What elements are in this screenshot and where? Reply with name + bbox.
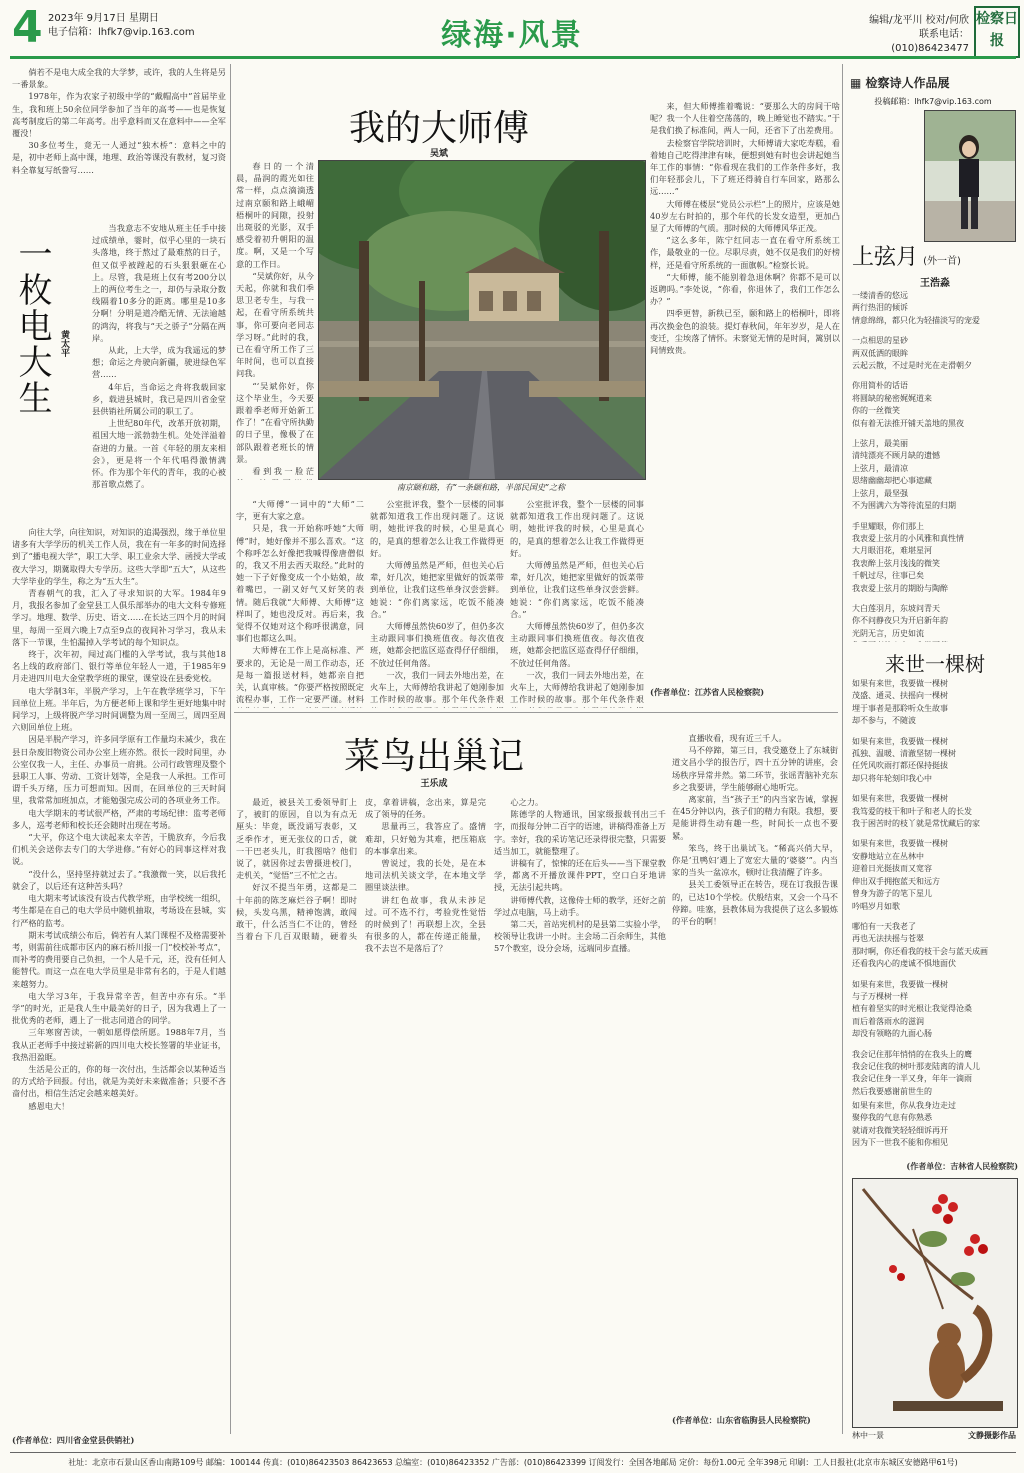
poem1-subtitle: (外一首) bbox=[923, 256, 961, 267]
poem1-title: 上弦月 bbox=[852, 245, 919, 270]
photo-caption-right: 文静摄影作品 bbox=[968, 1430, 1016, 1440]
poem-line: 我会记住身一半又身，年年一滴雨 bbox=[852, 1074, 972, 1084]
article1-title: 一枚电大生 bbox=[12, 236, 52, 416]
stanza-gap bbox=[852, 728, 1018, 736]
poem-line: 你不问静夜只为开启新年韵 bbox=[852, 616, 948, 626]
poem-line: 如果有来世，我要做一棵树 bbox=[852, 794, 948, 804]
article1-unit: (作者单位：四川省金堂县供销社) bbox=[12, 1435, 135, 1445]
poem-line: 似有着无法推开铺天盖地的黑夜 bbox=[852, 418, 964, 428]
paragraph: 思量再三，我答应了。盛情难却，只好勉为其难，把压箱底的本事拿出来。 bbox=[365, 821, 486, 856]
article2-col4 bbox=[650, 100, 840, 682]
paragraph: 生活是公正的，你的每一次付出，生活都会以某种适当的方式给予回报。付出，就是为美好未来做准备；只要不吝啬付出，相信生活定会越来越美好。 bbox=[12, 1063, 226, 1099]
paragraph: 离家前，当“孩子王”的内当家告诫，掌握在45分钟以内，孩子们的精力有限。我想，要是能讲得生动有趣一些，时间长一点也不要紧。 bbox=[672, 794, 838, 841]
stanza-gap bbox=[852, 830, 1018, 838]
paragraph: 大师傅虽然是严师，但也关心后辈，好几次，她把家里做好的饭菜带到单位，让我们这些单身汉尝尝鲜。她说：“你们离家远，吃饭不能凑合。” bbox=[370, 560, 504, 619]
stanza-gap bbox=[852, 595, 1018, 603]
paragraph: 终于，次年初，闯过高门槛的入学考试，我与其他18名上线的政府部门、银行等单位年轻人一道，于1985年9月走进四川电大金堂教学班的课堂，课堂设在县委党校。 bbox=[12, 649, 226, 684]
paragraph: 因是半脱产学习，许多同学原有工作量均未减少，我在县日杂废旧物资公司办公室上班亦然。很长一段时间里，办公室仅我一人，主任、办事员一肩挑。公司行政管理及整个县职工人事、劳动、工资计划等，全是我一人承担。工作可谓千头万绪，压力可想而知。因而，在回单位的三天时间里，我常常加班加点，才能勉强完成公司的各项业务工作。 bbox=[12, 734, 226, 806]
poem-line: 我衷爱上弦月的期盼与陶醉 bbox=[852, 583, 948, 593]
divider-middle bbox=[234, 712, 838, 713]
paragraph: “没什么，坚持坚持就过去了。”我激微一笑，以后我托就会了，以后还有这种苦头吗？ bbox=[12, 868, 226, 891]
poem-line: 我衷醉上弦月浅浅的微笑 bbox=[852, 558, 940, 568]
poem-line: 伸出双手拥抱蓝天和远方 bbox=[852, 876, 940, 886]
street-photo-caption: 南京颐和路，有“一条颐和路，半部民国史”之称 bbox=[396, 483, 566, 492]
paragraph: 讲稿有了，惊悚的还在后头——当下课堂教学，都离不开播放课件PPT，空口白牙地讲授，无法引起共鸣。 bbox=[494, 858, 666, 893]
paragraph: 三年寒窗苦读，一朝如愿得偿所愿。1988年7月，当我从正老师手中接过崭新的四川电大校长签署的毕业证书，我热泪盈眶。 bbox=[12, 1027, 226, 1062]
poem-line: 上弦月，最坚强 bbox=[852, 488, 908, 498]
poem-line: 云起云散，不过是时光在走滑朝夕 bbox=[852, 361, 972, 371]
paragraph: 青春朝气的我，汇入了寻求知识的大军。1984年9月，我报名参加了金堂县工人俱乐部举办的电大文科专修班学习。地理、数学、历史、语文……在长达三四个月的时间里，每周一至周六晚上7点至9点的夜间补习学习，我从未落下一节课，生怕漏掉入学考试的每个知识点。 bbox=[12, 588, 226, 647]
poem-line: 安静地站立在丛林中 bbox=[852, 851, 924, 861]
article2-col1 bbox=[236, 498, 364, 708]
poem1-author: 王浩淼 bbox=[920, 278, 950, 289]
article3-unit: (作者单位：山东省临朐县人民检察院) bbox=[672, 1415, 811, 1425]
poem-line: 千帆过尽，往事已矣 bbox=[852, 571, 924, 581]
article1-side-text bbox=[92, 222, 226, 522]
article2-title: 我的大师傅 bbox=[348, 108, 529, 149]
poem-line: 手里耀眼，你们那上 bbox=[852, 521, 924, 531]
paragraph: 电大学期末的考试很严格，严肃的考场纪律：监考老师多人，巡考老师和校长还会随时出现在考场。 bbox=[12, 807, 226, 830]
paragraph: 马不停蹄，第三日，我受邀登上了东城街道文昌小学的报告厅，四十五分钟的讲座，会场秩序异常井然。第二环节，张谣青脑补充东乡之我要讲，学生能够耐心地听完。 bbox=[672, 745, 838, 792]
paragraph: 讲师傅代教，这像侍士师的教学，还好之前学过点电脑，马上动手。 bbox=[494, 894, 666, 917]
paragraph: 直播收看，现有近三千人。 bbox=[688, 733, 787, 743]
paragraph: 倘若不是电大成全我的大学梦，或许，我的人生将是另一番景象。 bbox=[12, 67, 226, 90]
poem-line: 却没有领略的九面心肠 bbox=[852, 1029, 932, 1039]
paragraph: 30多位考生，竟无一人通过“独木桥”：意料之中的是，初中老师上高中课，地理、政治等课没有教材，复习资料全靠复写纸誊写…… bbox=[12, 140, 226, 175]
poem-line: 我于困苦时的枝丫就是常忧藏后的家 bbox=[852, 819, 980, 829]
header-rule bbox=[10, 56, 1016, 59]
poem-line: 一点相思的星砂 bbox=[852, 336, 908, 346]
poem-line: 而后着落雨水的滋润 bbox=[852, 1016, 924, 1026]
poem-line: 那时啊，你还看我的枝干会与蓝天成画 bbox=[852, 946, 988, 956]
article3-col1 bbox=[236, 796, 486, 1436]
poem-line: 我会记住那年悄悄的在我头上的鹰 bbox=[852, 1049, 972, 1059]
paragraph: 大师傅虽然快60岁了，但仍多次主动跟同事们换班值夜。每次值夜班，她都会把监区巡查得仔仔细细，不放过任何角落。 bbox=[510, 621, 644, 668]
poem-line: 一缕清香的悠远 bbox=[852, 291, 908, 300]
column-header bbox=[850, 74, 1016, 91]
newspaper-logo: 检察日报 bbox=[974, 6, 1020, 58]
poem-line: 如果有来世，我要做一棵树 bbox=[852, 679, 948, 688]
article2-author: 吴斌 bbox=[429, 149, 448, 159]
poem-line: 我衷爱上弦月的小风雅和真性情 bbox=[852, 533, 964, 543]
section-title: 绿海·风景 bbox=[441, 18, 583, 53]
paragraph: 只是，我一开始称呼她“大师傅”时，她好像并不那么喜欢。“这个称呼怎么好像把我喊得像唐僧似的，我又不用去西天取经。”此时的她一下子好像变成一个小姑娘，故着嘴巴，一副又好气又好笑的表情。随后我就“大师傅、大师傅”这样叫了，她也没反对。再后来，我觉得不仅她对这个称呼很满意，同事们也都这么叫。 bbox=[236, 523, 364, 644]
poem-line: 将圆缺的秘密娓娓道来 bbox=[852, 393, 932, 403]
poem-line bbox=[852, 640, 1018, 642]
poem-line: 如果有来世，我要做一棵树 bbox=[852, 839, 948, 849]
poem-line: 曾身为游子的笔下星儿 bbox=[852, 889, 932, 899]
paragraph: 县关工委领导正在转告，现在订我报告课的，已达10个学校。伏般结束，又会一个马不停蹄。哇塞，县教体局为我提供了这么多锻炼的平台的啊！ bbox=[672, 879, 838, 927]
paragraph: “大师傅”一词中的“大师”二字，更有大家之意。 bbox=[236, 499, 364, 522]
poem-line: 就请对我微笑轻轻细诉再开 bbox=[852, 1125, 948, 1135]
editors: 编辑/龙平川 校对/何欣 bbox=[869, 15, 969, 26]
stanza-gap bbox=[852, 785, 1018, 793]
photo-caption-left: 林中一景 bbox=[852, 1431, 884, 1440]
paragraph: 大师傅在工作上是高标准、严要求的，无论是一周工作动态，还是每一篇报送材料，她都亲自把关，认真审核。“你要严格按照既定流程办事，工作一定要严谨。材料 bbox=[236, 645, 364, 705]
poem-line: 上弦月，最美丽 bbox=[852, 439, 908, 449]
paragraph: 电大期末考试该没有设古代教学班，由学校统一组织，考生都是在自己的电大学员中随机抽取，考场设在县城，实行严格的监考。 bbox=[12, 893, 226, 928]
article2-col2 bbox=[370, 498, 504, 708]
poem-line: 不为围满六为等待流星的归期 bbox=[852, 501, 956, 511]
paragraph: 大师傅虽然快60岁了，但仍多次主动跟同事们换班值夜。每次值夜班，她都会把监区巡查得仔仔细细，不放过任何角落。 bbox=[370, 621, 504, 668]
page-number: 4 bbox=[12, 2, 43, 53]
paragraph: “吴斌你好，从今天起，你就和我们季思卫老专生，与我一起，在看守所系统共事，你可要向老同志学习呀。”此时的我，已在看守所工作了三年时间，也可以直接问我。 bbox=[236, 270, 314, 379]
paragraph: 电大学制3年，半脱产学习，上午在教学班学习，下午回单位上班。半年后，为方便老师上课和学生更好地集中时间学习，上级将脱产学习时间调整为周一至周三，周四至周六则回单位上班。 bbox=[12, 685, 226, 733]
paragraph: 曾说过，我的长处，是在本地司法机关谈文学，在本地文学圈里谈法律。 bbox=[365, 858, 486, 893]
poem-line: 然后我要感谢前世生的 bbox=[852, 1086, 932, 1096]
paragraph: “大师傅，能不能别着急退休啊？你都不是可以返聘吗。”李处说，“你看，你退休了，我们工作怎么办？” bbox=[650, 271, 840, 307]
stanza-gap bbox=[852, 971, 1018, 979]
poem-line: 植有着坚实的时光根让我觉得沧桑 bbox=[852, 1004, 972, 1014]
article3-author: 王乐成 bbox=[420, 779, 448, 789]
poem-line: 迎着日光挺拔而又宽容 bbox=[852, 864, 932, 874]
paragraph: 公室批评我，整个一层楼的同事就都知道我工作出现问题了。这说明，她批评我的时候，心里是真心的，是真的想着怎么让我工作做得更好。 bbox=[370, 499, 504, 558]
poem-line: 如果有来世，我要做一棵树 bbox=[852, 979, 948, 989]
paragraph: 感恩电大！ bbox=[28, 1100, 70, 1111]
article1-intro bbox=[12, 66, 226, 218]
poem1-body bbox=[852, 290, 1018, 642]
paragraph: 一次，我们一同去外地出差，在火车上，大师傅给我讲起了她刚参加工作时候的故事。那个年代条件艰 bbox=[510, 669, 644, 705]
article3-title: 菜鸟出巢记 bbox=[343, 736, 524, 777]
article3-col3 bbox=[672, 732, 838, 1408]
paragraph: 4年后，当命运之舟将我载回家乡，载进县城时，我已是四川省金堂县供销社所属公司的职工了。 bbox=[92, 381, 226, 417]
poem-line: 大月眼泪花，难堪星河 bbox=[852, 546, 932, 556]
paragraph: 四季更替，新秩已至，颐和路上的梧桐叶，即将再次换金色的浪装。提灯春秋间，年年岁岁，是人在变迁，尘埃落了情怀。未察觉无情的是时间，篱别以间情致贵。 bbox=[650, 308, 840, 356]
article1-body bbox=[12, 526, 226, 1432]
issue-email: 电子信箱：lhfk7@vip.163.com bbox=[48, 27, 195, 38]
poem-line: 情意绵绵，都只化为轻描淡写的宠爱 bbox=[852, 315, 980, 325]
paragraph: 来，但大师傅推着嘴说：“要那么大的房间干啥呢？我一个人住着空荡荡的，晚上睡觉也不踏实。”于是我们换了标准间，两人一间，还省下了出差费用。 bbox=[650, 101, 840, 136]
poem-line: 如果有来世，我要做一棵树 bbox=[852, 736, 948, 746]
issue-date: 2023年 9月17日 星期日 bbox=[48, 13, 159, 24]
squirrel-berries-image bbox=[853, 1179, 1017, 1427]
paragraph: 大师傅在楼层“党员公示栏”上的照片，应该是她40岁左右时拍的，那个年代的长发女造型，更加凸显了大师傅的气质。那时候的大师傅风华正茂。 bbox=[650, 198, 840, 234]
poem-line: 上弦月，最清凉 bbox=[852, 463, 908, 473]
stanza-gap bbox=[852, 1041, 1018, 1049]
poem-line: 吟唱岁月如歌 bbox=[852, 901, 900, 911]
poem-line: 与子万棵树一样 bbox=[852, 991, 908, 1001]
issue-meta bbox=[48, 12, 195, 40]
paragraph: 向往大学，向往知识，对知识的追渴强烈，缘于单位里诸多有大学学历的机关工作人员，我在有一年多的时间选择到了“播电视大学”，职工大学、职工业余大学、函授大学或夜大学习，期冀取得大专学历。这些大学即“五大”，从这些大学毕业的学生，称之为“五大生”。 bbox=[12, 527, 226, 586]
paragraph: 好汉不提当年勇，这都是二十年前的陈芝麻烂谷子啊！即时候，头发乌黑，精神饱满，敢闯敢干，什么活当仁不让的，曾经当着台下几百双眼睛，硬着头皮，拿着讲稿，念出来，算是完成了领导的任务。 bbox=[236, 797, 486, 942]
paragraph: 讲红色故事，我从未涉足过。可不选不行，考验党性觉悟的时候到了！再联想上次，全县有很多的人，都在传递正能量，我不去岂不是落后了？ bbox=[365, 894, 486, 954]
poet-portrait-image bbox=[925, 111, 1015, 241]
paragraph: 笨鸟，终于出巢试飞。“稀高兴俏大早，你是‘丑鸭妇’遇上了宽宏大量的‘婆婆’”。内当家的当头一盆凉水，顿时让我清醒了许多。 bbox=[672, 842, 838, 878]
poem-line: 两行热泪的倾诉 bbox=[852, 303, 908, 313]
poem-line: 再也无法扶摇与苍翠 bbox=[852, 934, 924, 944]
street-scene-image bbox=[319, 161, 645, 479]
poem-line: 两双低洒的眼眸 bbox=[852, 348, 908, 358]
poet-photo bbox=[924, 110, 1016, 242]
poem2-ending bbox=[852, 1100, 1018, 1154]
paragraph: 最近，被县关工委领导盯上了，被盯的原因，自以为有点无厘头：毕竟，既没诵写表彰，又乏季作才，更无张仪的口舌，就一干巴老头儿，盯我图啥？他们说了，就因你过去曾摄进校门，走机关，“觉悟”三不忙之古。 bbox=[236, 797, 357, 881]
footer-info: 社址：北京市石景山区香山南路109号 邮编：100144 传真：(010)86423503 86423653 总编室：(010)86423352 广告部：(010)86423399 订阅发行：全国各地邮局 定价：每份1.00元 全年398元 印刷：工人日报社(北京市东城区安德路甲61号) bbox=[10, 1452, 1016, 1468]
divider-right bbox=[842, 64, 843, 1434]
poem-line: 如果有来世，你从我身边走过 bbox=[852, 1101, 956, 1110]
poem2-title: 来世一棵树 bbox=[885, 652, 985, 676]
paragraph: “大平，你这个电大读起来太辛苦，干脆放弃，今后我们机关会送你去专门的大学进修。”有好心的同事这样对我说。 bbox=[12, 832, 226, 867]
article2-col3 bbox=[510, 498, 644, 708]
poem-line: 哪怕有一天我老了 bbox=[852, 921, 916, 931]
stanza-gap bbox=[852, 327, 1018, 335]
poem-line: 还看我内心的虔诚不惧地面伏 bbox=[852, 959, 956, 969]
poem-line: 你的一丝微笑 bbox=[852, 406, 900, 416]
poem-unit: (作者单位：吉林省人民检察院) bbox=[906, 1161, 1018, 1171]
paragraph: 陈德学的人物通讯，国家级报载刊出三千字，而报每分钟二百字的语速，讲稿得准备上万字。幸好，我的采访笔记还录得很完整，只需要适当加工，就能整理了。 bbox=[494, 809, 666, 856]
poem-line: 任凭风吹雨打都还保持挺拔 bbox=[852, 761, 948, 771]
poem-line: 思绪幽幽却把心事遮藏 bbox=[852, 476, 932, 486]
paragraph: 从此，上大学，成为我遥远的梦想；命运之舟驶向新疆，驶进绿色军营…… bbox=[92, 345, 226, 380]
paragraph: 第二天，首站宪机村的是县第二实验小学，校领导让我讲一小时。主会场二百余师生，其他57个教室，设分会场，远端同步直播。 bbox=[494, 919, 666, 954]
paragraph: 上世纪80年代，改革开放初期，祖国大地一派勃勃生机。处处洋溢着奋进的力量。一首《年轻的朋友来相会》，更是将一个年代唱得激情满怀。作为那个年代的青年，我的心被那首歌点燃了。 bbox=[92, 418, 226, 490]
poem-line: 因为下一世我不能和你相见 bbox=[852, 1138, 948, 1148]
paragraph: 春日的一个清晨，晶润的霞光如往常一样，点点滴滴透过南京颐和路上峨嵋梧桐叶的间隙，投射出斑驳的光影，双手感受着初升朝阳的温度。啊，又是一个写意的工作日。 bbox=[236, 161, 314, 269]
poem-line: 清纯漂亮不顾月缺的遗憾 bbox=[852, 451, 940, 461]
poem-line: 大白莲羽月，东坡问青天 bbox=[852, 603, 940, 613]
poem-line: 聚停我的气息有你熟悉 bbox=[852, 1113, 932, 1123]
paragraph: “‘吴斌你好，你这个毕业生，今天要跟着季老师开始新工作了！”在看守所执勤的日子里，像极了在部队跟着老班长的情景。 bbox=[236, 380, 314, 464]
poem-line: 却不参与，不随波 bbox=[852, 716, 916, 726]
editors-block bbox=[843, 14, 969, 56]
stanza-gap bbox=[852, 372, 1018, 380]
street-photo bbox=[318, 160, 646, 480]
paragraph: 期末考试成绩公布后，倘若有人某门课程不及格需要补考，则需前往成都市区内的麻石桥川报一门“校校补考点”，而补考的费用要自己负担，一个人是千元，还，没有任何人能替代。而这一点在电大学员里是非常有名的，于是人们越来越努力。 bbox=[12, 929, 226, 989]
stanza-gap bbox=[852, 913, 1018, 921]
column-title: 检察诗人作品展 bbox=[865, 76, 950, 90]
paragraph: 电大学习3年，于我异常辛苦，但苦中亦有乐。“半学”的时光，正是我人生中最美好的日子，因为我遇上了一批优秀的老师，遇上了一批志同道合的同学。 bbox=[12, 990, 226, 1026]
paragraph: 一次，我们一同去外地出差，在火车上，大师傅给我讲起了她刚参加工作时候的故事。那个年代条件艰 bbox=[370, 669, 504, 705]
article2-sidecol bbox=[236, 160, 314, 480]
poem-line: 却只将年轮刻印我心中 bbox=[852, 773, 932, 783]
divider-left bbox=[230, 64, 231, 1434]
article1-author: 黄太平 bbox=[59, 330, 69, 357]
paragraph: 当我意志不安地从班主任手中接过成绩单，霎时，似乎心里的一块石头落地，终于熬过了最难熬的日子，但又似乎被蹚起的石头狠狠砸在心上。尽管，我是班上仅有考200分以上的两位考生之一，却仍与录取分数线隔着10多分的距离。哪里是10多分啊！分明是道冷酷无情、无法逾越的鸿沟，将我与“天之骄子”分隔在两岸。 bbox=[92, 223, 226, 343]
poem-line: 你用简朴的话语 bbox=[852, 381, 908, 391]
paragraph: 看到我一脸茫 bbox=[252, 466, 314, 477]
poem-line: 埋于事者是那聆听众生故事 bbox=[852, 703, 948, 713]
contact-phone: 联系电话：(010)86423477 bbox=[891, 29, 969, 54]
paragraph: 公室批评我，整个一层楼的同事就都知道我工作出现问题了。这说明，她批评我的时候，心里是真心的，是真的想着怎么让我工作做得更好。 bbox=[510, 499, 644, 558]
paragraph: “这么多年，陈宁红同志一直在看守所系统工作，最敬业的一位。尽职尽责，她不仅是我们的好榜样，还是看守所系统的一面旗帜。”检察长说。 bbox=[650, 235, 840, 270]
poem1-heading bbox=[852, 240, 1018, 271]
poem-line: 茂盛、通灵、扶摇向一棵树 bbox=[852, 691, 948, 701]
poem-line: 我笃爱的枝干和叶子和老人的长发 bbox=[852, 806, 972, 816]
article2-unit: (作者单位：江苏省人民检察院) bbox=[650, 687, 765, 697]
submission-email: 投稿邮箱：lhfk7@vip.163.com bbox=[874, 97, 992, 106]
stanza-gap bbox=[852, 430, 1018, 438]
paragraph: 去检察官学院培训时，大师傅请大家吃寿糕，看着她自己吃得津津有味，便想到她有时也会讲起她当年工作的事情：“你看现在我们的工作条件多好，我们年轻那会儿，下了班还得骑自行车回家，路那么远……” bbox=[650, 137, 840, 197]
poem2-body bbox=[852, 678, 1018, 1098]
book-icon: ▦ bbox=[850, 76, 862, 90]
squirrel-photo bbox=[852, 1178, 1018, 1428]
stanza-gap bbox=[852, 513, 1018, 521]
paragraph: 心之力。 bbox=[510, 797, 544, 807]
paragraph: 大师傅虽然是严师，但也关心后辈，好几次，她把家里做好的饭菜带到单位，让我们这些单身汉尝尝鲜。她说：“你们离家远，吃饭不能凑合。” bbox=[510, 560, 644, 619]
poem-line: 孤独、温暖、清澈坚韧一棵树 bbox=[852, 749, 956, 759]
article3-col2 bbox=[494, 796, 666, 1436]
poem-line: 我会记住我的树叶那麦陆离的清人儿 bbox=[852, 1061, 980, 1071]
poem-line: 光阴无言，历史如流 bbox=[852, 628, 924, 638]
paragraph: 1978年，作为农家子初级中学的“戴帽高中”首届毕业生，我和班上50余位同学参加了当年的高考——也是恢复高考制度后的第二年高考。出乎意料而又在意料中——全军覆没！ bbox=[12, 91, 226, 139]
